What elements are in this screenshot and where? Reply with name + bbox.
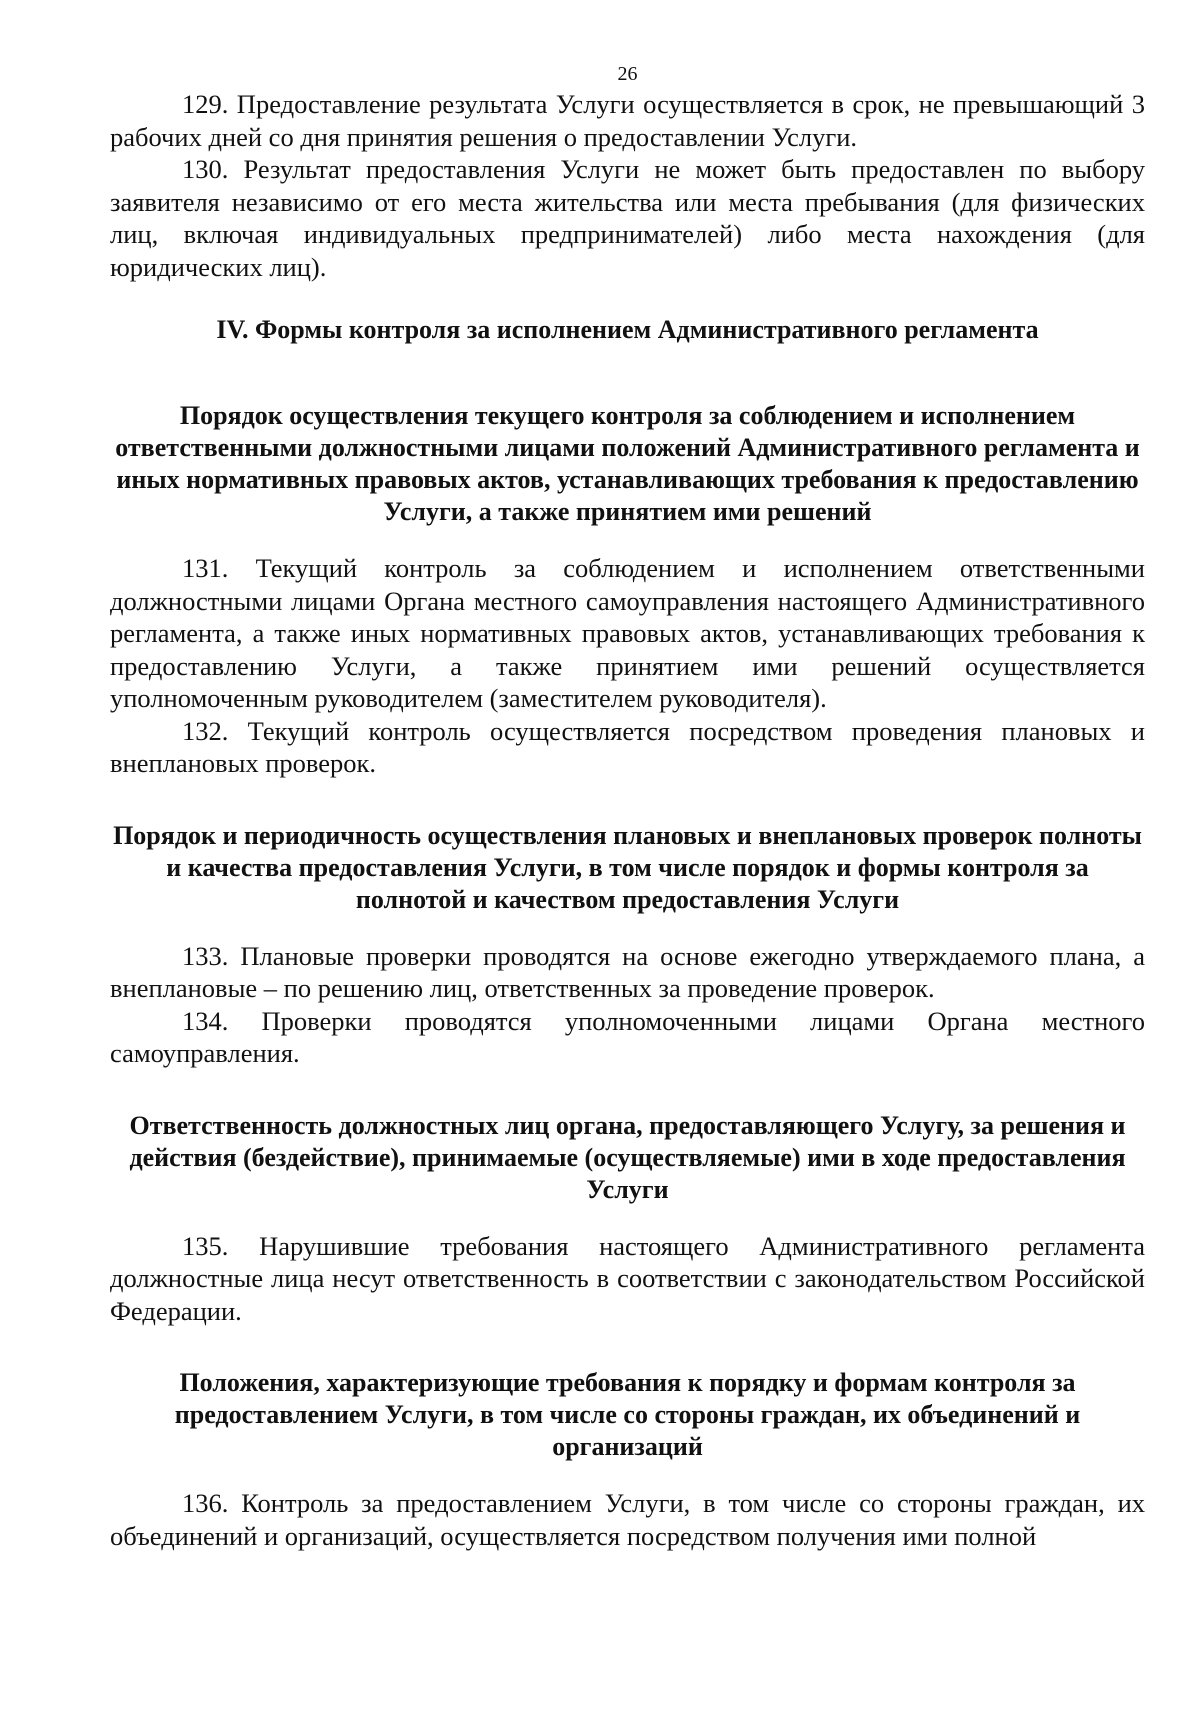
paragraph-129: 129. Предоставление результата Услуги осуществляется в срок, не превышающий 3 рабочих дней со дня принятия решения о предоставлении Услуги. — [110, 89, 1145, 152]
paragraph-132: 132. Текущий контроль осуществляется посредством проведения плановых и внеплановых проверок. — [110, 715, 1145, 778]
paragraph-135: 135. Нарушившие требования настоящего Административного регламента должностные лица несут ответственность в соответствии с законодательством Российской Федерации. — [110, 1230, 1145, 1326]
paragraph-131: 131. Текущий контроль за соблюдением и исполнением ответственными должностными лицами Органа местного самоуправления настоящего Административного регламента, а также иных нормативных правовых актов, устанавливающих требования к предоставлению Услуги, а также принятием ими решений осуществляется уполномоченным руководителем (заместителем руководителя). — [110, 553, 1145, 713]
subsection-heading-inspections: Порядок и периодичность осуществления плановых и внеплановых проверок полноты и качества предоставления Услуги, в том числе порядок и формы контроля за полнотой и качеством предоставления Услуги — [113, 820, 1142, 914]
document-page — [110, 62, 1145, 1552]
paragraph-134: 134. Проверки проводятся уполномоченными лицами Органа местного самоуправления. — [110, 1005, 1145, 1068]
subsection-heading-current-control: Порядок осуществления текущего контроля за соблюдением и исполнением ответственными должностными лицами положений Административного регламента и иных нормативных правовых актов, устанавливающих требования к предоставлению Услуги, а также принятием ими решений — [115, 401, 1140, 526]
paragraph-130: 130. Результат предоставления Услуги не может быть предоставлен по выбору заявителя независимо от его места жительства или места пребывания (для физических лиц, включая индивидуальных предпринимателей) либо места нахождения (для юридических лиц). — [110, 154, 1145, 282]
subsection-heading-public-control: Положения, характеризующие требования к порядку и формам контроля за предоставлением Услуги, в том числе со стороны граждан, их объединений и организаций — [174, 1368, 1081, 1461]
section-heading: IV. Формы контроля за исполнением Административного регламента — [216, 315, 1039, 344]
paragraph-136: 136. Контроль за предоставлением Услуги, в том числе со стороны граждан, их объединений и организаций, осуществляется посредством получения ими полной — [110, 1488, 1145, 1551]
page-number: 26 — [617, 63, 638, 85]
subsection-heading-responsibility: Ответственность должностных лиц органа, предоставляющего Услугу, за решения и действия (бездействие), принимаемые (осуществляемые) ими в ходе предоставления Услуги — [129, 1110, 1126, 1204]
paragraph-133: 133. Плановые проверки проводятся на основе ежегодно утверждаемого плана, а внеплановые – по решению лиц, ответственных за проведение проверок. — [110, 940, 1145, 1003]
